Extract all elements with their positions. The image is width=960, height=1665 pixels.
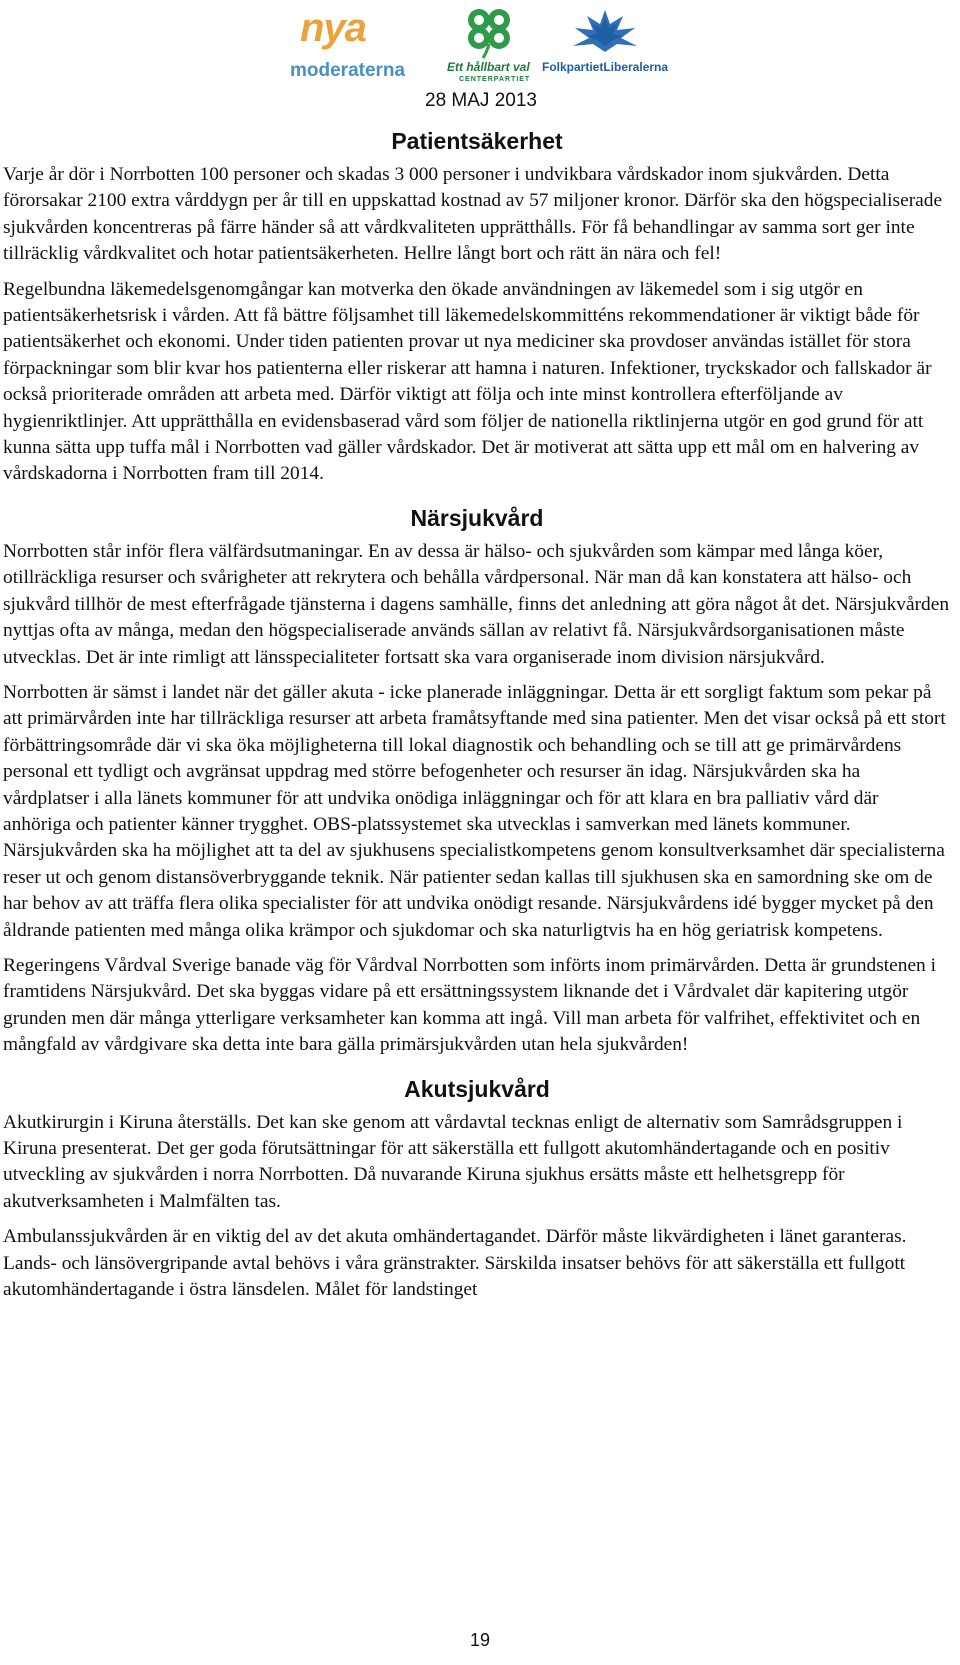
cornflower-icon xyxy=(565,8,645,54)
paragraph: Varje år dör i Norrbotten 100 personer och skadas 3 000 personer i undvikbara vårdskador inom sjukvården. Detta förorsakar 2100 extra vårddygn per år till en uppskattad kostnad av 57 miljoner kronor. Därför ska den högspecialiserade sjukvården koncentreras på färre händer så att vårdkvaliteten upprätthålls. För få behandlingar av samma sort ger inte tillräcklig vårdkvalitet och hotar patientsäkerheten. Hellre långt bort och rätt än nära och fel! xyxy=(3,164,943,265)
section-akutsjukvard xyxy=(3,1068,951,1304)
document-body xyxy=(3,120,951,1312)
section-heading: Patientsäkerhet xyxy=(391,128,563,154)
section-patientsakerhet xyxy=(3,120,951,488)
moderaterna-logo-line2: moderaterna xyxy=(290,60,406,81)
moderaterna-logo-line1: nya xyxy=(300,6,366,50)
page-number: 19 xyxy=(469,1630,491,1650)
paragraph: Regelbundna läkemedelsgenomgångar kan motverka den ökade användningen av läkemedel som i sig utgör en patientsäkerhetsrisk i vården. Att få bättre följsamhet till läkemedelskommitténs rekommendationer är viktigt både för patientsäkerhet och ekonomi. Under tiden patienten provar ut nya mediciner ska provdoser användas istället för stora förpackningar som blir kvar hos patienterna eller riskerar att hamna i naturen. Infektioner, tryckskador och fallskador är också prioriterade områden att arbeta med. Därför viktigt att följa och inte minst kontrollera efterföljande av hygienriktlinjer. Att upprätthålla en evidensbaserad vård som följer de nationella riktlinjerna utgör en god grund för att kunna sätta upp tuffa mål i Norrbotten vad gäller vårdskador. Det är motiverat att sätta upp ett mål om en halvering av vårdskadorna i Norrbotten fram till 2014. xyxy=(3,278,932,485)
paragraph: Regeringens Vårdval Sverige banade väg för Vårdval Norrbotten som införts inom primärvården. Detta är grundstenen i framtidens Närsjukvård. Det ska byggas vidare på ett ersättningssystem liknande det i Vårdvalet där kapitering utgör grunden men där många ytterligare verksamheter kan komma att ingå. Vill man arbeta för valfrihet, effektivitet och en mångfald av vårdgivare ska detta inte bara gälla primärsjukvården utan hela sjukvården! xyxy=(3,954,936,1056)
paragraph: Akutkirurgin i Kiruna återställs. Det kan ske genom att vårdavtal tecknas enligt de alternativ som Samrådsgruppen i Kiruna presenterat. Det ger goda förutsättningar för att säkerställa ett fullgott akutomhändertagande och en positiv utveckling av sjukvården i norra Norrbotten. Då nuvarande Kiruna sjukhus ersätts måste ett helhetsgrepp för akutverksamheten i Malmfälten tas. xyxy=(3,1111,903,1212)
folkpartiet-logo xyxy=(540,8,680,80)
paragraph: Norrbotten är sämst i landet när det gäller akuta - icke planerade inläggningar. Detta är ett sorgligt faktum som pekar på att primärvården inte har tillräckliga resurser att arbeta framåtsyftande med sina patienter. Men det visar också på ett stort förbättringsområde där vi ska öka möjligheterna till lokal diagnostik och behandling och se till att ge primärvårdens personal ett tydligt och avgränsat uppdrag med större befogenheter och resurser än idag. Närsjukvården ska ha vårdplatser i alla länets kommuner för att undvika onödiga inläggningar och för att klara en bra palliativ vård där anhöriga och patienter känner trygghet. OBS-platssystemet ska utvecklas i samverkan med länets kommuner. Närsjukvården ska ha möjlighet att ta del av sjukhusens specialistkompetens genom konsultverksamhet där specialisterna reser ut och genom distansöverbryggande teknik. När patienter sedan kallas till sjukhusen ska en samordning ske om de har behov av att träffa flera olika specialister för att undvika onödigt resande. Närsjukvårdens idé bygger mycket på den åldrande patienten med många olika krämpor och sjukdomar och ska naturligtvis ha en hög geriatrisk kompetens. xyxy=(3,681,946,941)
moderaterna-logo xyxy=(290,6,430,84)
centerpartiet-logo-line1: Ett hållbart val xyxy=(447,60,530,74)
paragraph: Ambulanssjukvården är en viktig del av det akuta omhändertagandet. Därför måste likvärdigheten i länet garanteras. Lands- och länsövergripande avtal behövs i våra gränstrakter. Särskilda insatser behövs för att säkerställa ett fullgott akutomhändertagande i östra länsdelen. Målet för landstinget xyxy=(3,1226,907,1301)
document-date: 28 MAJ 2013 xyxy=(425,90,537,111)
four-leaf-clover-icon xyxy=(457,4,521,60)
document-header xyxy=(0,0,960,120)
section-heading: Närsjukvård xyxy=(410,504,544,531)
centerpartiet-logo-line2: CENTERPARTIET xyxy=(459,76,531,83)
paragraph: Norrbotten står inför flera välfärdsutmaningar. En av dessa är hälso- och sjukvården som kämpar med långa köer, otillräckliga resurser och svårigheter att rekrytera och behålla vårdpersonal. När man då kan konstatera att hälso- och sjukvård tillhör de mest efterfrågade tjänsterna i dagens samhälle, finns det anledning att göra något åt det. Närsjukvården nyttjas ofta av många, medan den högspecialiserade används sällan av relativt få. Närsjukvårdsorganisationen måste utvecklas. Det är inte rimligt att länsspecialiteter fortsatt ska vara organiserade inom division närsjukvård. xyxy=(3,540,950,668)
section-heading: Akutsjukvård xyxy=(404,1075,550,1102)
folkpartiet-logo-text: FolkpartietLiberalerna xyxy=(542,60,669,74)
section-narsjukvard xyxy=(3,497,951,1059)
